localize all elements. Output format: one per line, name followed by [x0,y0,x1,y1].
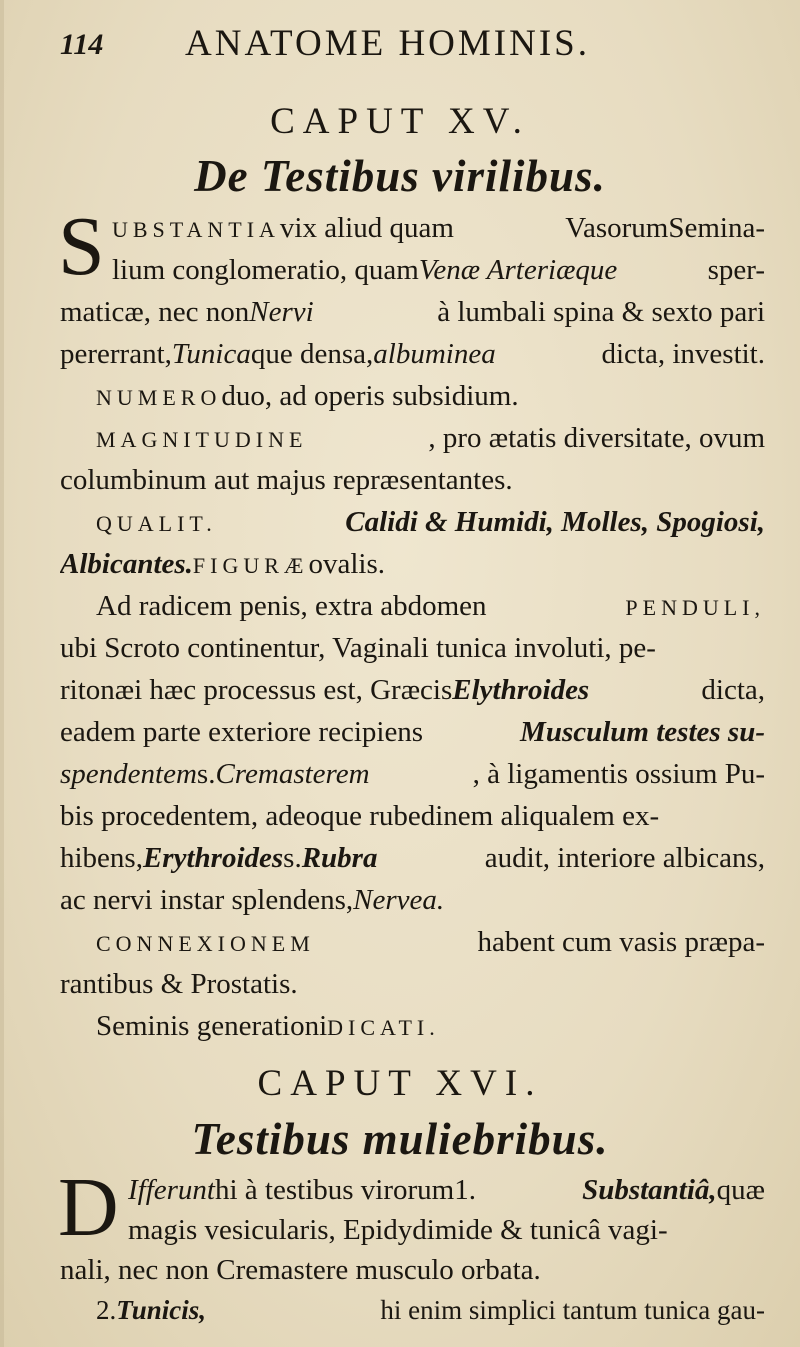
text-line: ac nervi instar splendens, Nervea. [60,884,445,916]
chapter-title: Testibus muliebribus. [191,1114,609,1164]
text-line: NUMERO duo, ad operis subsidium. [96,380,519,412]
text-line: magis vesicularis, Epidydimide & tunicâ vagi- [128,1214,668,1246]
text-line: CONNEXIONEM habent cum vasis præpa- [96,926,765,958]
text-line: QUALIT. Calidi & Humidi, Molles, Spogiosi, [96,506,765,538]
chapter-title: De Testibus virilibus. [194,151,606,201]
text-line: Albicantes. FIGURÆ ovalis. [60,548,386,580]
text-line: nali, nec non Cremastere musculo orbata. [60,1254,541,1286]
text-line: maticæ, nec non Nervi à lumbali spina & sexto pari [60,296,765,328]
text-line: ubi Scroto continentur, Vaginali tunica involuti, pe- [60,632,656,664]
drop-cap: S [58,200,105,293]
text-line: columbinum aut majus repræsentantes. [60,464,513,496]
running-head [60,22,760,68]
text-line: 2. Tunicis, hi enim simplici tantum tunica gau- [96,1295,765,1325]
text-line: Ad radicem penis, extra abdomen PENDULI, [96,590,765,622]
text-line: ritonæi hæc processus est, Græcis Elythroides dicta, [60,674,765,706]
text-line: rantibus & Prostatis. [60,968,298,1000]
chapter-heading: CAPUT XV. [270,101,530,142]
page-number: 114 [60,28,104,61]
text-line: spendentem s. Cremasterem , à ligamentis ossium Pu- [60,758,765,790]
text-line: UBSTANTIA vix aliud quam Vasorum Semina- [112,212,765,244]
text-line: pererrant, Tunica que densa, albuminea dicta, investit. [60,338,765,370]
text-line: MAGNITUDINE , pro ætatis diversitate, ovum [96,422,765,454]
text-line: Ifferunt hi à testibus virorum 1. Substantiâ, quæ [128,1174,765,1206]
text-line: lium conglomeratio, quam Venæ Arteriæque sper- [112,254,765,286]
text-line: bis procedentem, adeoque rubedinem aliqualem ex- [60,800,660,832]
chapter-heading: CAPUT XVI. [257,1063,543,1104]
text-line: Seminis generationi DICATI. [96,1010,440,1042]
text-line: eadem parte exteriore recipiens Musculum testes su- [60,716,765,748]
drop-cap: D [58,1161,119,1254]
running-title: ANATOME HOMINIS. [185,23,590,64]
text-line: hibens, Erythroides s. Rubra audit, interiore albicans, [60,842,765,874]
page-edge [0,0,4,1347]
